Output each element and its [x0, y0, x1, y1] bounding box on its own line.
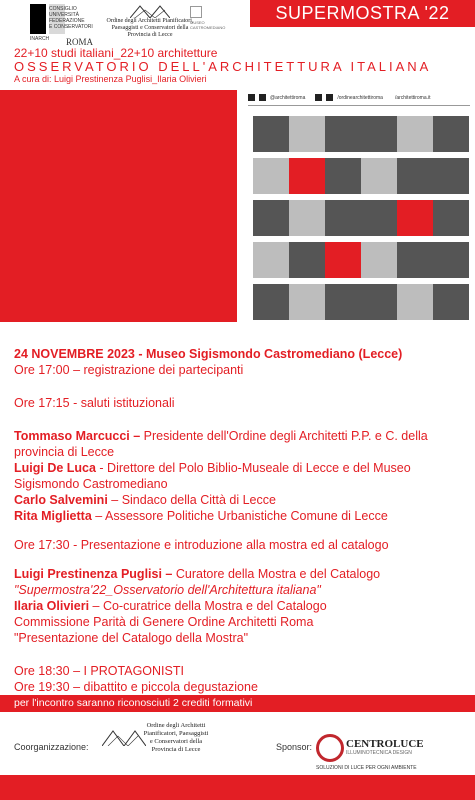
commission-line: Commissione Parità di Genere Ordine Architetti Roma	[14, 615, 314, 629]
museo-name: MUSEO CASTROMEDIANO	[190, 20, 226, 30]
curator-olivieri	[14, 598, 464, 614]
centroluce-logo-icon	[316, 734, 344, 762]
subtitle-osservatorio: OSSERVATORIO DELL'ARCHITETTURA ITALIANA	[14, 59, 432, 74]
ordine-architetti-logo	[105, 4, 195, 39]
subtitle-studi: 22+10 studi italiani_22+10 architetture	[14, 46, 218, 60]
speaker-role: Presidente dell'Ordine degli Architetti P.P. e C. della provincia di Lecce	[14, 429, 428, 459]
twitter-icon[interactable]	[248, 94, 255, 101]
portrait-photo	[253, 200, 289, 236]
time-debate: Ore 19:30 – dibattito e piccola degustazione	[14, 680, 258, 694]
coorg-org-name: Ordine degli Architetti Pianificatori, Paesaggisti e Conservatori della Provincia di Lecce	[143, 722, 209, 753]
event-banner: SUPERMOSTRA '22	[250, 0, 475, 27]
time-protagonists: Ore 18:30 – I PROTAGONISTI	[14, 664, 184, 678]
portrait-photo	[397, 158, 433, 194]
sponsor-subtitle: ILLUMINOTECNICA DESIGN	[346, 750, 412, 756]
credits-band: per l'incontro saranno riconosciuti 2 crediti formativi	[0, 695, 475, 712]
portrait-photo	[433, 158, 469, 194]
portrait-photo	[289, 242, 325, 278]
inarch-caption-line: INARCH	[30, 36, 50, 42]
red-tile	[325, 242, 361, 278]
portrait-photo	[433, 242, 469, 278]
catalog-title: "Supermostra'22_Osservatorio dell'Architettura italiana"	[14, 583, 321, 597]
speaker-role: – Co-curatrice della Mostra e del Catalogo	[89, 599, 327, 613]
portrait-photo	[361, 158, 397, 194]
time-presentation: Ore 17:30 - Presentazione e introduzione alla mostra ed al catalogo	[14, 538, 389, 552]
photo-grid	[253, 116, 469, 321]
instagram-icon[interactable]	[259, 94, 266, 101]
time-greetings: Ore 17:15 - saluti istituzionali	[14, 396, 175, 410]
speaker-role: - Direttore del Polo Biblio-Museale di Lecce e del Museo Sigismondo Castromediano	[14, 461, 411, 491]
partner-caption-line: UNIVERSITÀ	[49, 12, 80, 18]
speaker-deluca	[14, 460, 464, 492]
museo-castromediano-logo	[190, 6, 240, 30]
portrait-photo	[361, 284, 397, 320]
inarch-caption	[30, 36, 49, 42]
speaker-name: Ilaria Olivieri	[14, 599, 90, 613]
portrait-photo	[361, 116, 397, 152]
ordine-emblem-icon	[102, 728, 146, 746]
portrait-photo	[397, 116, 433, 152]
partner-caption	[49, 6, 109, 30]
portrait-photo	[325, 116, 361, 152]
speaker-miglietta	[14, 508, 464, 524]
speaker-salvemini	[14, 492, 464, 508]
red-panel	[0, 90, 237, 322]
roma-label: ROMA	[66, 37, 94, 47]
speaker-marcucci	[14, 428, 464, 460]
portrait-photo	[325, 284, 361, 320]
museum-icon	[190, 6, 202, 18]
facebook-page: /ordinearchitettiroma	[337, 94, 383, 101]
speaker-role: – Assessore Politiche Urbanistiche Comune di Lecce	[91, 509, 388, 523]
portrait-photo	[397, 284, 433, 320]
portrait-photo	[397, 242, 433, 278]
portrait-photo	[253, 158, 289, 194]
website: /architettiroma.it	[394, 94, 431, 101]
sponsor-name: CENTROLUCE	[346, 738, 424, 750]
speaker-role: – Sindaco della Città di Lecce	[107, 493, 276, 507]
inarch-logo	[30, 4, 46, 34]
speaker-name: Rita Miglietta	[14, 509, 92, 523]
coorg-label: Coorganizzazione:	[14, 742, 89, 752]
sponsor-slogan: SOLUZIONI DI LUCE PER OGNI AMBIENTE	[316, 765, 417, 771]
portrait-photo	[433, 116, 469, 152]
portrait-photo	[325, 200, 361, 236]
speaker-role: Curatore della Mostra e del Catalogo	[172, 567, 381, 581]
partner-caption-line: FEDERAZIONE	[49, 18, 85, 24]
speaker-name: Luigi Prestinenza Puglisi –	[14, 567, 173, 581]
time-registration: Ore 17:00 – registrazione dei partecipanti	[14, 363, 244, 377]
portrait-photo	[253, 116, 289, 152]
speaker-name: Carlo Salvemini	[14, 493, 108, 507]
curator-prestinenza	[14, 566, 464, 582]
portrait-photo	[433, 200, 469, 236]
partner-caption-line: CONSIGLIO	[49, 6, 77, 12]
catalog-presentation: "Presentazione del Catalogo della Mostra"	[14, 631, 249, 645]
red-tile	[289, 158, 325, 194]
facebook-icon[interactable]	[315, 94, 322, 101]
portrait-photo	[361, 200, 397, 236]
speaker-name: Luigi De Luca	[14, 461, 96, 475]
linkedin-icon[interactable]	[326, 94, 333, 101]
social-handle: @architettiroma	[270, 94, 306, 101]
portrait-photo	[433, 284, 469, 320]
ordine-emblem-icon	[130, 4, 170, 18]
portrait-photo	[289, 116, 325, 152]
portrait-photo	[289, 284, 325, 320]
portrait-photo	[289, 200, 325, 236]
portrait-photo	[253, 284, 289, 320]
social-bar	[248, 90, 470, 106]
program	[14, 346, 464, 695]
event-date: 24 NOVEMBRE 2023 - Museo Sigismondo Castromediano (Lecce)	[14, 347, 403, 361]
ordine-name: Ordine degli Architetti Pianificatori, Paesaggisti e Conservatori della Provincia di Lecce	[106, 18, 194, 38]
portrait-photo	[325, 158, 361, 194]
sponsor-label: Sponsor:	[276, 742, 313, 752]
subtitle-curatori: A cura di: Luigi Prestinenza Puglisi_Ilaria Olivieri	[14, 74, 207, 84]
portrait-photo	[253, 242, 289, 278]
speaker-name: Tommaso Marcucci –	[14, 429, 141, 443]
portrait-photo	[361, 242, 397, 278]
bottom-bar	[0, 775, 475, 800]
red-tile	[397, 200, 433, 236]
partner-caption-line: E CONSERVATORI	[49, 24, 93, 30]
